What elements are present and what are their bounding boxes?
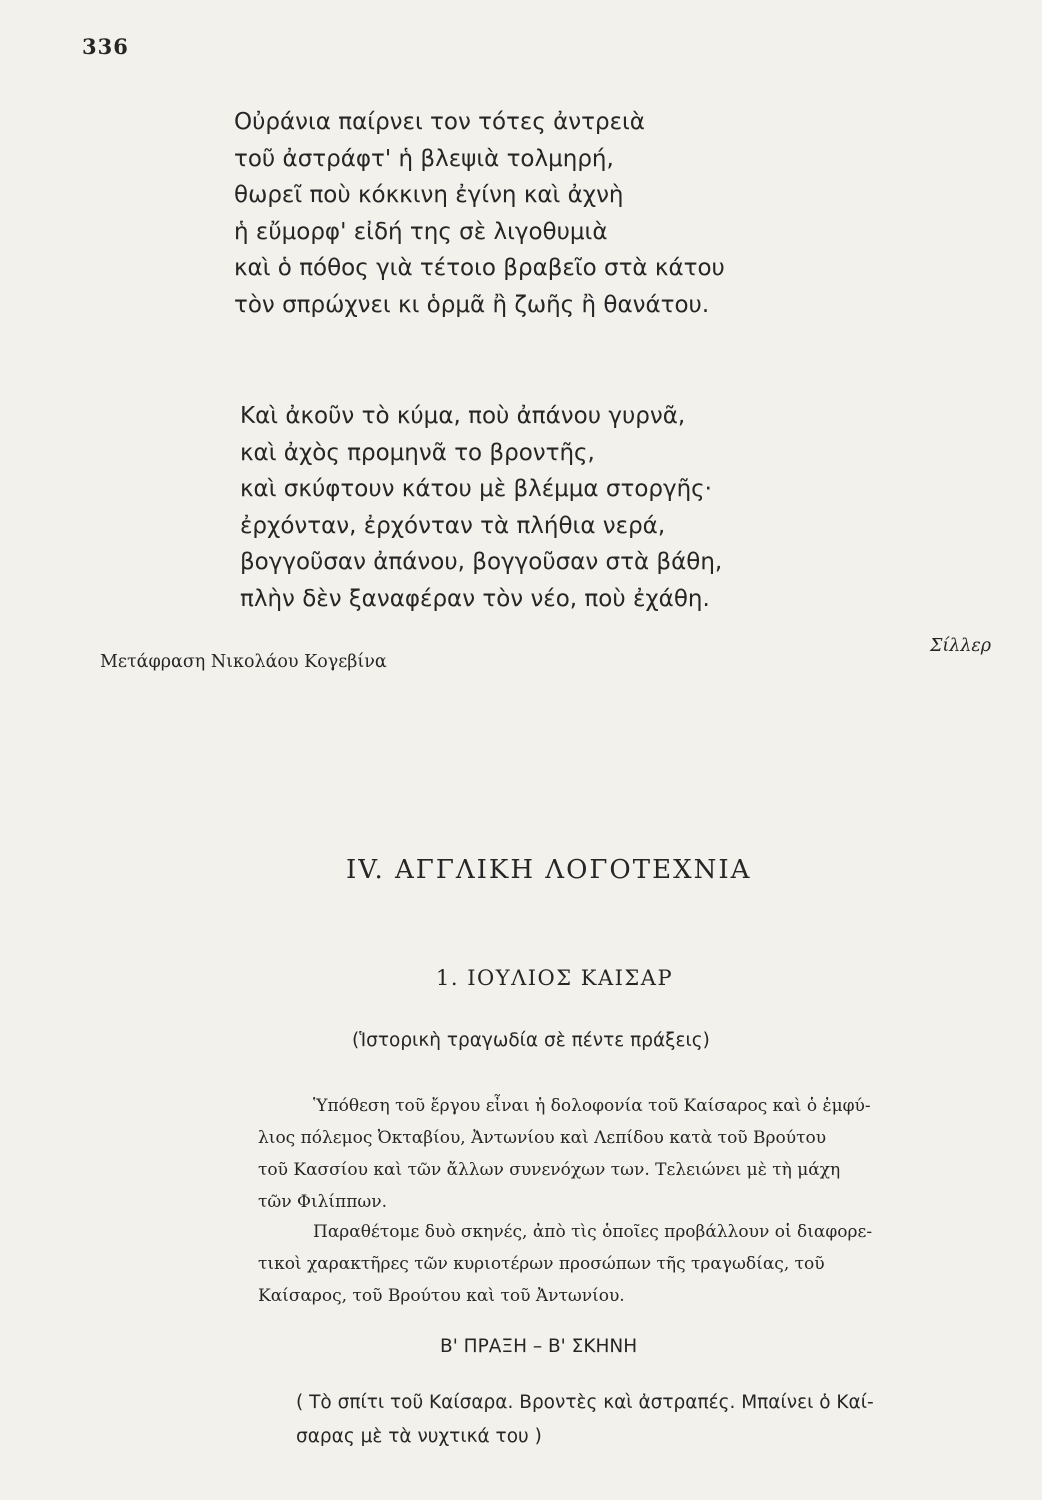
paragraph-line: τικοὶ χαρακτῆρες τῶν κυριοτέρων προσώπων τῆς τραγωδίας, τοῦ: [258, 1254, 825, 1274]
section-heading: IV. ΑΓΓΛΙΚΗ ΛΟΓΟΤΕΧΝΙΑ: [346, 855, 752, 885]
paragraph-line: τοῦ Κασσίου καὶ τῶν ἄλλων συνενόχων των. Τελειώνει μὲ τὴ μάχη: [258, 1160, 841, 1180]
poem-line: Οὐράνια παίρνει τον τότες ἀντρειὰ: [234, 109, 645, 135]
scene-heading: Β' ΠΡΑΞΗ – Β' ΣΚΗΝΗ: [440, 1336, 638, 1357]
poem-stanza-1: [234, 104, 725, 323]
poem-line: ἐρχόνταν, ἐρχόνταν τὰ πλήθια νερά,: [240, 512, 666, 539]
poem-line: τὸν σπρώχνει κι ὁρμᾶ ἢ ζωῆς ἢ θανάτου.: [234, 291, 710, 318]
poem-line: Καὶ ἀκοῦν τὸ κύμα, ποὺ ἀπάνου γυρνᾶ,: [240, 403, 686, 429]
synopsis-paragraph: [258, 1090, 1018, 1218]
poem-line: καὶ ὁ πόθος γιὰ τέτοιο βραβεῖο στὰ κάτου: [234, 255, 725, 281]
poem-line: θωρεῖ ποὺ κόκκινη ἐγίνη καὶ ἀχνὴ: [234, 182, 624, 208]
paragraph-line: Παραθέτομε δυὸ σκηνές, ἀπὸ τὶς ὁποῖες προβάλλουν οἱ διαφορε-: [313, 1222, 873, 1242]
intro-paragraph: [258, 1216, 1018, 1312]
paragraph-line: τῶν Φιλίππων.: [258, 1192, 387, 1212]
poem-line: καὶ σκύφτουν κάτου μὲ βλέμμα στοργῆς·: [240, 476, 712, 502]
poem-author: Σίλλερ: [930, 636, 992, 656]
play-title: 1. ΙΟΥΛΙΟΣ ΚΑΙΣΑΡ: [436, 966, 674, 990]
stage-direction-line: σαρας μὲ τὰ νυχτικά του ): [296, 1426, 542, 1447]
poem-line: καὶ ἀχὸς προμηνᾶ το βροντῆς,: [240, 439, 595, 466]
paragraph-line: λιος πόλεμος Ὀκταβίου, Ἀντωνίου καὶ Λεπίδου κατὰ τοῦ Βρούτου: [258, 1128, 827, 1148]
play-subtitle: (Ἱστορικὴ τραγωδία σὲ πέντε πράξεις): [352, 1030, 710, 1051]
paragraph-line: Καίσαρος, τοῦ Βρούτου καὶ τοῦ Ἀντωνίου.: [258, 1286, 625, 1306]
poem-line: ἡ εὔμορφ' εἰδή της σὲ λιγοθυμιὰ: [234, 218, 608, 245]
stage-direction-line: ( Τὸ σπίτι τοῦ Καίσαρα. Βροντὲς καὶ ἀστραπές. Μπαίνει ὁ Καί-: [296, 1392, 874, 1413]
stage-direction: [296, 1386, 874, 1454]
poem-line: πλὴν δὲν ξαναφέραν τὸν νέο, ποὺ ἐχάθη.: [240, 585, 710, 612]
poem-stanza-2: [240, 398, 722, 617]
page-number: 336: [82, 34, 129, 59]
translator-credit: Μετάφραση Νικολάου Κογεβίνα: [100, 652, 387, 672]
paragraph-line: Ὑπόθεση τοῦ ἔργου εἶναι ἡ δολοφονία τοῦ Καίσαρος καὶ ὁ ἐμφύ-: [313, 1096, 871, 1116]
poem-line: βογγοῦσαν ἀπάνου, βογγοῦσαν στὰ βάθη,: [240, 549, 723, 575]
poem-line: τοῦ ἀστράφτ' ἡ βλεψιὰ τολμηρή,: [234, 145, 614, 172]
